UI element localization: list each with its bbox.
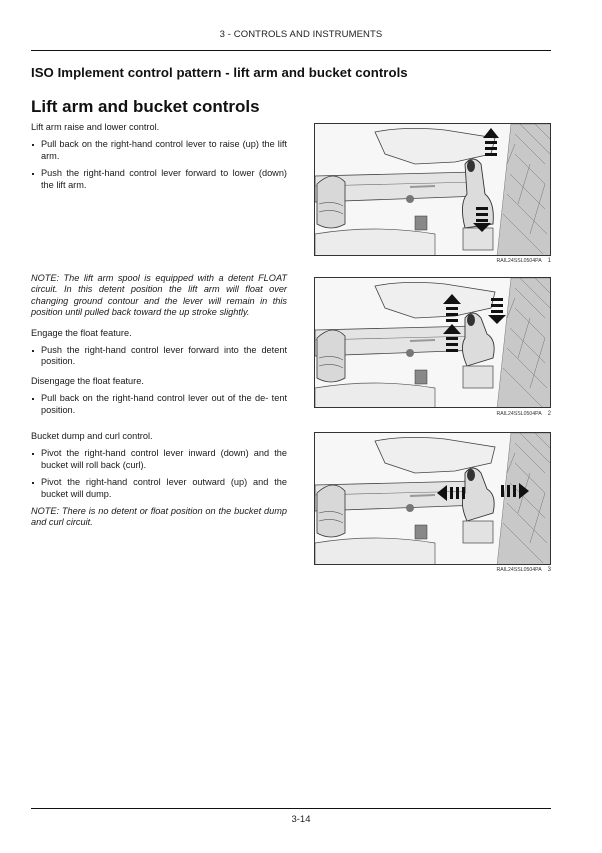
figure-code: RAIL24SSL0504PA [496, 258, 542, 264]
float-note: NOTE: The lift arm spool is equipped with a detent FLOAT circuit. In this detent position the lift arm will float over changing ground contour and the lever will remain in this position until pulled back toward the up stroke slightly. [31, 273, 287, 318]
footer-rule [31, 808, 551, 809]
float-disengage-bullet: Pull back on the right-hand control lever out of the de- tent position. [31, 393, 287, 416]
float-engage-bullet: Push the right-hand control lever forward into the detent position. [31, 345, 287, 368]
figure-code: RAIL24SSL0504PA [496, 567, 542, 573]
figure-code: RAIL24SSL0504PA [496, 411, 542, 417]
float-block [31, 273, 287, 422]
bucket-block [31, 431, 287, 535]
running-header: 3 - CONTROLS AND INSTRUMENTS [219, 29, 383, 40]
lift-control-block [31, 122, 287, 197]
lever-illustration-1 [315, 124, 551, 256]
bucket-intro: Bucket dump and curl control. [31, 431, 153, 441]
lever-illustration-2 [315, 278, 551, 408]
bucket-note: NOTE: There is no detent or float position on the bucket dump and curl circuit. [31, 506, 287, 528]
lever-illustration-3 [315, 433, 551, 565]
figure-number: 3 [547, 567, 551, 573]
figure-number: 2 [547, 411, 551, 417]
figure-1-lift-lever-illustration [314, 123, 551, 256]
float-engage-intro: Engage the float feature. [31, 327, 132, 338]
section-title: ISO Implement control pattern - lift arm and bucket controls [31, 65, 408, 80]
subsection-title: Lift arm and bucket controls [31, 97, 260, 116]
figure-3-caption [470, 567, 551, 573]
figure-2-caption [470, 411, 551, 417]
figure-1-caption [470, 258, 551, 264]
lift-bullet-lower: Push the right-hand control lever forward to lower (down) the lift arm. [31, 168, 287, 191]
bucket-bullet-dump: Pivot the right-hand control lever outward (up) and the bucket will dump. [31, 477, 287, 500]
bucket-bullet-curl: Pivot the right-hand control lever inward (down) and the bucket will roll back (curl). [31, 448, 287, 471]
figure-2-float-illustration [314, 277, 551, 408]
lift-bullet-raise: Pull back on the right-hand control lever to raise (up) the lift arm. [31, 139, 287, 162]
figure-3-bucket-illustration [314, 432, 551, 565]
float-disengage-intro: Disengage the float feature. [31, 375, 144, 386]
header-rule [31, 50, 551, 51]
figure-number: 1 [547, 258, 551, 264]
page-number: 3-14 [291, 814, 311, 825]
lift-intro: Lift arm raise and lower control. [31, 122, 160, 132]
